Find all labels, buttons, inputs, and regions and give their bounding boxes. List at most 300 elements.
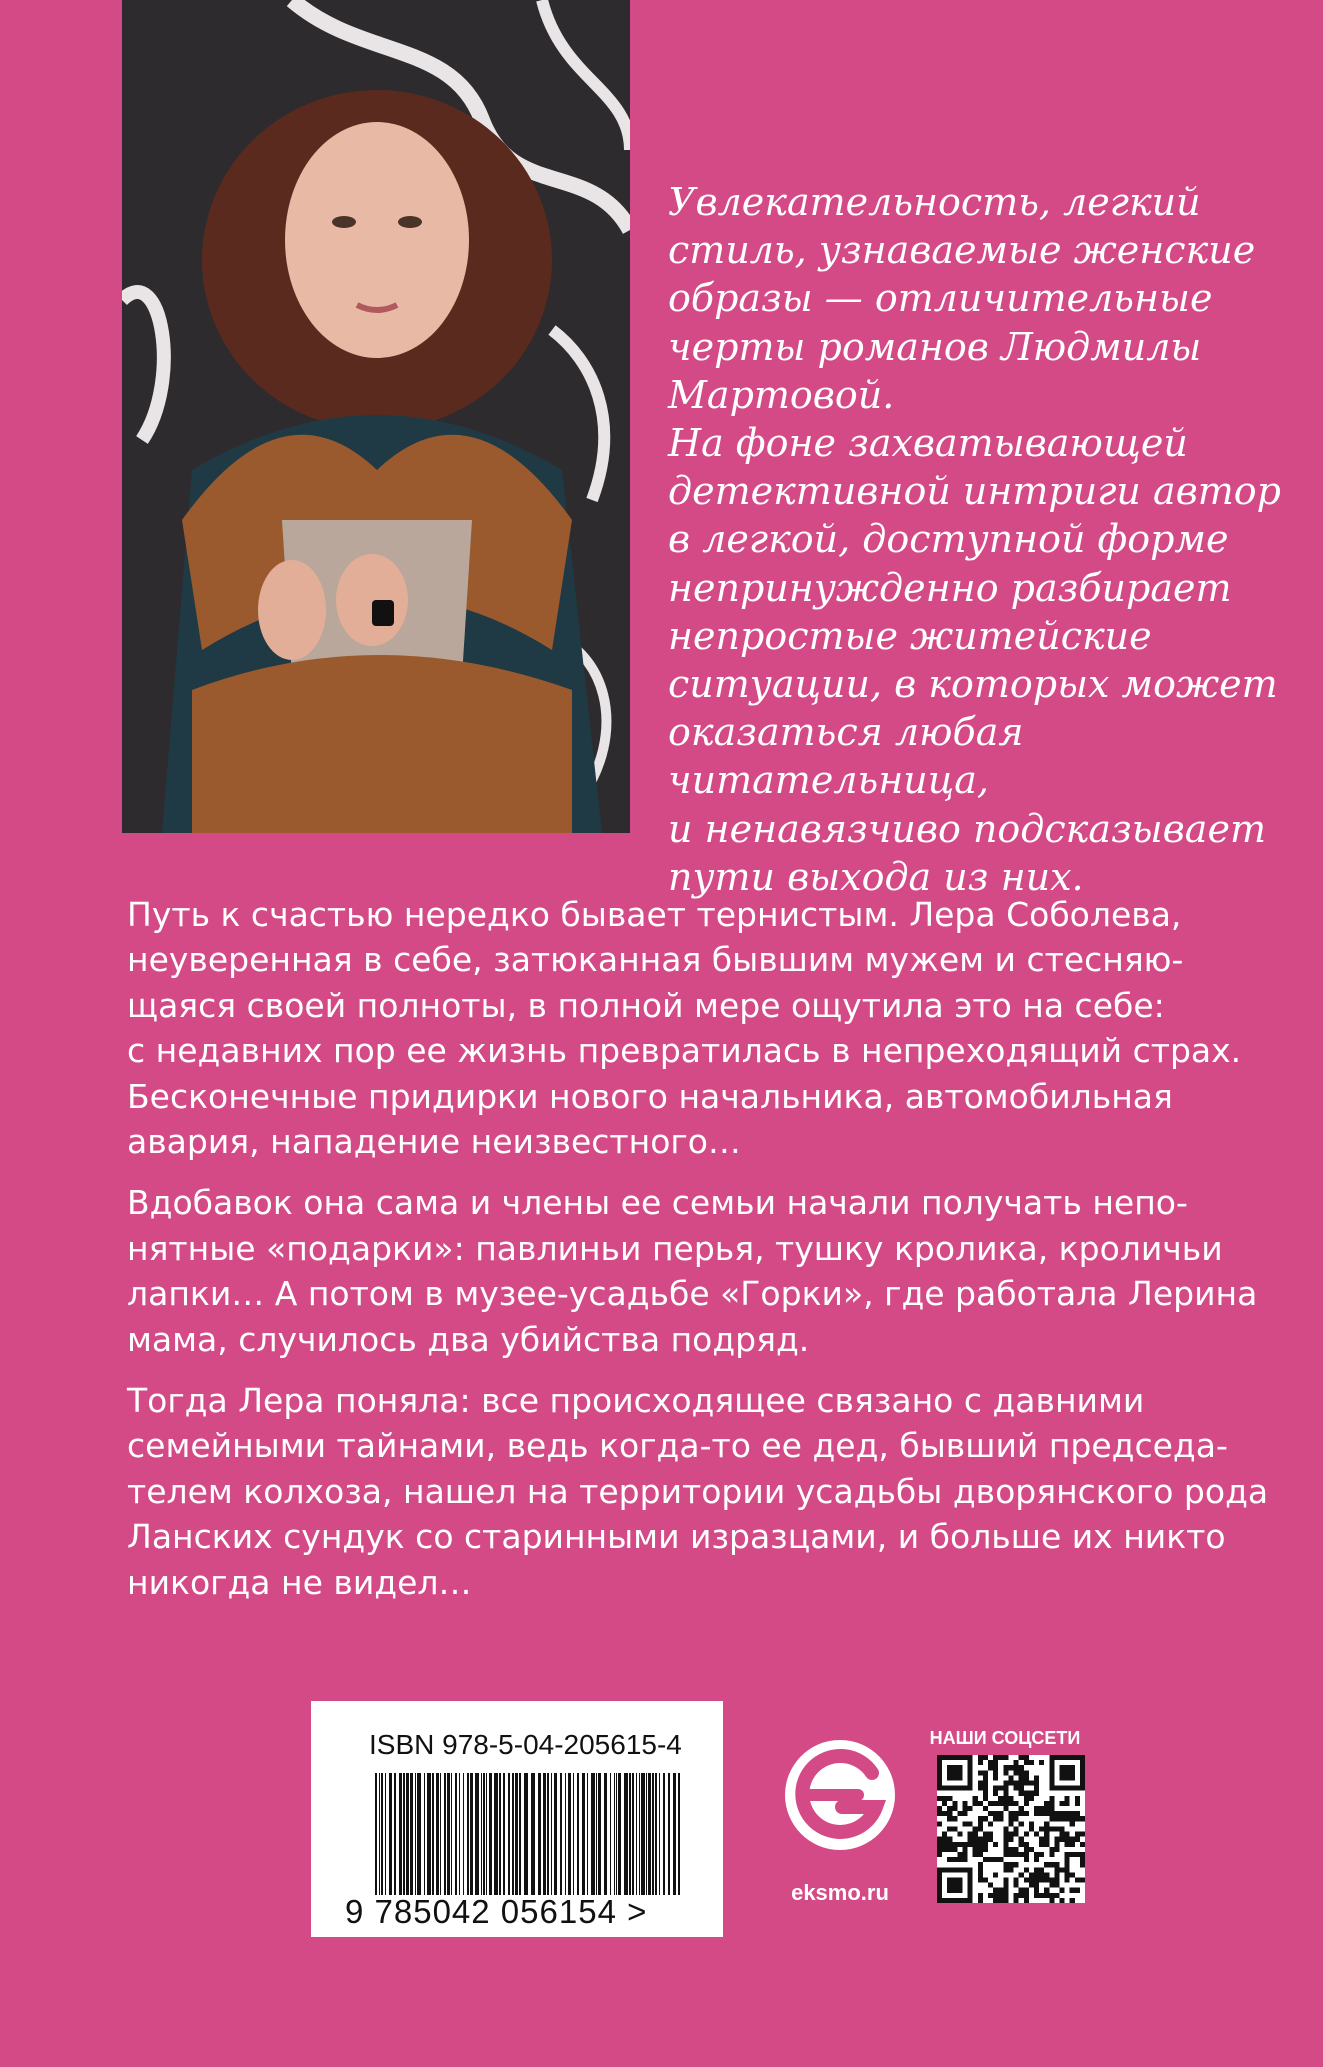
qr-module <box>1024 1781 1029 1786</box>
qr-module <box>1003 1877 1008 1882</box>
qr-module <box>1044 1888 1049 1893</box>
qr-module <box>1080 1852 1085 1857</box>
qr-module <box>1024 1760 1029 1765</box>
synopsis-line: семейными тайнами, ведь когда-то ее дед, бывший председа- <box>127 1426 1228 1466</box>
qr-module <box>978 1898 983 1903</box>
qr-module <box>1003 1770 1008 1775</box>
qr-module <box>993 1888 998 1893</box>
barcode-bar <box>481 1773 482 1895</box>
qr-module <box>1029 1826 1034 1831</box>
qr-module <box>998 1857 1003 1862</box>
qr-module <box>978 1786 983 1791</box>
qr-module <box>942 1847 947 1852</box>
qr-module <box>1008 1832 1013 1837</box>
qr-module <box>968 1806 973 1811</box>
qr-module <box>983 1816 988 1821</box>
synopsis-line: мама, случилось два убийства подряд. <box>127 1319 810 1359</box>
qr-module <box>1065 1842 1070 1847</box>
qr-module <box>978 1816 983 1821</box>
publisher-site[interactable]: eksmo.ru <box>791 1880 889 1905</box>
qr-module <box>968 1842 973 1847</box>
synopsis-line: никогда не видел… <box>127 1562 472 1602</box>
qr-module <box>1075 1801 1080 1806</box>
qr-module <box>957 1852 962 1857</box>
barcode-bar <box>663 1773 665 1895</box>
qr-module <box>1029 1791 1034 1796</box>
barcode-bar <box>399 1773 402 1895</box>
qr-module <box>983 1775 988 1780</box>
qr-module <box>1014 1847 1019 1852</box>
qr-module <box>937 1852 942 1857</box>
synopsis-line: с недавних пор ее жизнь превратилась в непреходящий страх. <box>127 1031 1242 1071</box>
barcode-bar <box>379 1773 380 1895</box>
qr-module <box>998 1796 1003 1801</box>
qr-module <box>1039 1893 1044 1898</box>
barcode-bar <box>655 1773 657 1895</box>
qr-module <box>1034 1883 1039 1888</box>
barcode-bar <box>440 1773 441 1895</box>
qr-module <box>1044 1893 1049 1898</box>
barcode-bar <box>652 1773 654 1895</box>
qr-module <box>1008 1765 1013 1770</box>
qr-module <box>957 1842 962 1847</box>
qr-module <box>1029 1872 1034 1877</box>
qr-module <box>983 1857 988 1862</box>
qr-module <box>978 1837 983 1842</box>
qr-finder <box>947 1765 962 1780</box>
qr-module <box>988 1832 993 1837</box>
qr-module <box>1024 1867 1029 1872</box>
qr-module <box>1070 1816 1075 1821</box>
qr-module <box>1039 1826 1044 1831</box>
qr-module <box>1024 1898 1029 1903</box>
quote-line: непростые житейские <box>668 613 1152 658</box>
barcode-bar <box>381 1773 383 1895</box>
barcode-bar <box>673 1773 676 1895</box>
qr-module <box>1059 1811 1064 1816</box>
qr-module <box>1029 1821 1034 1826</box>
quote-line: На фоне захватывающей <box>668 421 1188 466</box>
qr-module <box>942 1796 947 1801</box>
qr-module <box>1019 1775 1024 1780</box>
qr-module <box>988 1857 993 1862</box>
barcode-bar <box>610 1773 611 1895</box>
qr-module <box>942 1842 947 1847</box>
qr-module <box>1044 1821 1049 1826</box>
qr-module <box>988 1765 993 1770</box>
qr-module <box>1049 1847 1054 1852</box>
barcode-bar <box>568 1773 571 1895</box>
barcode-bar <box>629 1773 631 1895</box>
qr-module <box>1049 1877 1054 1882</box>
qr-module <box>1019 1791 1024 1796</box>
qr-module <box>1070 1842 1075 1847</box>
qr-module <box>983 1832 988 1837</box>
qr-module <box>1049 1862 1054 1867</box>
qr-module <box>1014 1832 1019 1837</box>
author-photo <box>122 0 630 833</box>
barcode-bar <box>489 1773 492 1895</box>
qr-module <box>1039 1852 1044 1857</box>
barcode-bar <box>587 1773 588 1895</box>
qr-module <box>1070 1898 1075 1903</box>
barcode-bar <box>475 1773 479 1895</box>
qr-module <box>978 1872 983 1877</box>
quote-line: непринужденно разбирает <box>668 565 1232 610</box>
qr-module <box>983 1781 988 1786</box>
qr-module <box>1014 1786 1019 1791</box>
qr-module <box>1008 1816 1013 1821</box>
qr-module <box>993 1898 998 1903</box>
quote-line: и ненавязчиво подсказывает <box>668 806 1266 851</box>
qr-module <box>1054 1837 1059 1842</box>
qr-module <box>952 1816 957 1821</box>
qr-module <box>1039 1806 1044 1811</box>
barcode-bar <box>582 1773 585 1895</box>
qr-module <box>1029 1781 1034 1786</box>
qr-module <box>942 1832 947 1837</box>
qr-module <box>1039 1811 1044 1816</box>
qr-module <box>1034 1786 1039 1791</box>
qr-finder <box>1059 1765 1074 1780</box>
isbn-label: ISBN 978-5-04-205615-4 <box>369 1729 682 1760</box>
qr-module <box>1039 1837 1044 1842</box>
barcode-bar <box>389 1773 392 1895</box>
qr-module <box>998 1755 1003 1760</box>
qr-module <box>1034 1852 1039 1857</box>
qr-module <box>957 1811 962 1816</box>
barcode-bar <box>547 1773 549 1895</box>
qr-module <box>1080 1857 1085 1862</box>
barcode-digits: 9 785042 056154 > <box>345 1893 648 1930</box>
qr-module <box>1059 1826 1064 1831</box>
qr-module <box>968 1837 973 1842</box>
qr-module <box>1019 1770 1024 1775</box>
barcode-bar <box>598 1773 601 1895</box>
synopsis-line: Тогда Лера поняла: все происходящее связано с давними <box>127 1381 1145 1421</box>
qr-module <box>978 1755 983 1760</box>
qr-module <box>1003 1852 1008 1857</box>
qr-module <box>952 1857 957 1862</box>
qr-module <box>998 1801 1003 1806</box>
barcode-bar <box>503 1773 505 1895</box>
barcode-bar <box>639 1773 640 1895</box>
qr-module <box>1054 1893 1059 1898</box>
qr-module <box>1059 1898 1064 1903</box>
qr-module <box>1065 1832 1070 1837</box>
social-caption: НАШИ СОЦСЕТИ <box>929 1728 1081 1748</box>
qr-module <box>1034 1832 1039 1837</box>
qr-module <box>988 1883 993 1888</box>
synopsis-line: Вдобавок она сама и члены ее семьи начали получать непо- <box>127 1183 1188 1223</box>
eksmo-logo-icon <box>780 1735 900 1855</box>
qr-module <box>1059 1837 1064 1842</box>
qr-module <box>1034 1867 1039 1872</box>
qr-module <box>1054 1826 1059 1831</box>
qr-module <box>1070 1888 1075 1893</box>
quote-line: ситуации, в которых может <box>668 662 1278 707</box>
barcode-bar <box>394 1773 396 1895</box>
qr-module <box>1065 1872 1070 1877</box>
qr-module <box>1014 1770 1019 1775</box>
quote-line: образы — отличительные <box>668 276 1213 321</box>
synopsis-paragraph <box>127 1180 1302 1362</box>
qr-module <box>1044 1842 1049 1847</box>
qr-module <box>993 1765 998 1770</box>
qr-module <box>1024 1796 1029 1801</box>
qr-module <box>1008 1801 1013 1806</box>
synopsis-line: Путь к счастью нередко бывает тернистым. Лера Соболева, <box>127 895 1182 934</box>
quote-line: Увлекательность, легкий <box>668 180 1201 224</box>
qr-module <box>1044 1837 1049 1842</box>
barcode-bar <box>459 1773 460 1895</box>
qr-code-icon[interactable] <box>937 1755 1085 1903</box>
barcode-bar <box>618 1773 621 1895</box>
qr-module <box>968 1821 973 1826</box>
qr-module <box>963 1806 968 1811</box>
barcode-bar <box>636 1773 637 1895</box>
qr-module <box>1014 1816 1019 1821</box>
qr-module <box>1065 1867 1070 1872</box>
qr-module <box>1034 1893 1039 1898</box>
qr-module <box>1044 1872 1049 1877</box>
qr-module <box>1044 1811 1049 1816</box>
qr-module <box>978 1826 983 1831</box>
synopsis-line: Ланских сундук со старинными изразцами, и больше их никто <box>127 1517 1226 1557</box>
qr-module <box>963 1811 968 1816</box>
qr-module <box>1044 1826 1049 1831</box>
qr-module <box>993 1786 998 1791</box>
qr-module <box>1049 1806 1054 1811</box>
qr-module <box>1049 1898 1054 1903</box>
qr-module <box>1049 1801 1054 1806</box>
qr-module <box>1019 1811 1024 1816</box>
qr-module <box>1019 1806 1024 1811</box>
qr-module <box>1054 1862 1059 1867</box>
qr-module <box>1003 1867 1008 1872</box>
qr-module <box>1029 1796 1034 1801</box>
quote-line: оказаться любая читательница, <box>668 710 1024 803</box>
qr-module <box>1054 1877 1059 1882</box>
qr-module <box>1065 1801 1070 1806</box>
qr-module <box>1049 1811 1054 1816</box>
qr-module <box>1080 1862 1085 1867</box>
qr-module <box>1024 1888 1029 1893</box>
qr-module <box>1019 1837 1024 1842</box>
qr-module <box>1034 1791 1039 1796</box>
qr-module <box>1014 1826 1019 1831</box>
qr-module <box>1054 1883 1059 1888</box>
qr-module <box>993 1755 998 1760</box>
qr-module <box>1080 1832 1085 1837</box>
qr-module <box>1008 1796 1013 1801</box>
barcode-bar <box>467 1773 469 1895</box>
qr-module <box>1003 1847 1008 1852</box>
qr-module <box>1024 1770 1029 1775</box>
barcode-bar <box>614 1773 615 1895</box>
qr-module <box>1024 1791 1029 1796</box>
qr-module <box>993 1760 998 1765</box>
qr-module <box>1054 1816 1059 1821</box>
qr-module <box>937 1796 942 1801</box>
qr-module <box>1008 1781 1013 1786</box>
qr-module <box>1065 1816 1070 1821</box>
qr-module <box>978 1821 983 1826</box>
qr-module <box>1008 1811 1013 1816</box>
qr-module <box>978 1893 983 1898</box>
barcode-bar <box>406 1773 409 1895</box>
qr-module <box>1014 1862 1019 1867</box>
qr-module <box>947 1806 952 1811</box>
qr-module <box>947 1847 952 1852</box>
qr-module <box>1003 1765 1008 1770</box>
barcode-bar <box>432 1773 434 1895</box>
qr-module <box>1065 1857 1070 1862</box>
barcode-bar <box>486 1773 487 1895</box>
qr-module <box>993 1775 998 1780</box>
qr-module <box>1003 1781 1008 1786</box>
qr-module <box>993 1893 998 1898</box>
qr-module <box>973 1847 978 1852</box>
qr-module <box>963 1821 968 1826</box>
qr-module <box>1059 1867 1064 1872</box>
qr-module <box>1059 1832 1064 1837</box>
quote-line: стиль, узнаваемые женские <box>668 228 1256 273</box>
qr-module <box>1024 1801 1029 1806</box>
quote-line: детективной интриги автор <box>668 469 1281 514</box>
qr-module <box>937 1811 942 1816</box>
qr-module <box>998 1816 1003 1821</box>
qr-module <box>1003 1842 1008 1847</box>
qr-module <box>1024 1857 1029 1862</box>
qr-module <box>1008 1821 1013 1826</box>
qr-module <box>952 1806 957 1811</box>
barcode-bar <box>646 1773 647 1895</box>
qr-module <box>1044 1862 1049 1867</box>
quote-line: пути выхода из них. <box>668 854 1084 899</box>
barcode-bar <box>577 1773 579 1895</box>
synopsis-line: Бесконечные придирки нового начальника, автомобильная <box>127 1076 1173 1116</box>
qr-module <box>1003 1791 1008 1796</box>
qr-module <box>1008 1867 1013 1872</box>
qr-module <box>1070 1837 1075 1842</box>
barcode-bar <box>678 1773 680 1895</box>
barcode-bar <box>494 1773 498 1895</box>
qr-module <box>1024 1852 1029 1857</box>
qr-module <box>1014 1781 1019 1786</box>
qr-module <box>993 1770 998 1775</box>
barcode-bar <box>659 1773 660 1895</box>
isbn-barcode-box <box>311 1701 723 1937</box>
barcode-bar <box>524 1773 528 1895</box>
barcode-bar <box>444 1773 446 1895</box>
qr-module <box>1008 1852 1013 1857</box>
qr-module <box>1003 1832 1008 1837</box>
qr-module <box>1024 1775 1029 1780</box>
qr-module <box>1049 1826 1054 1831</box>
qr-module <box>983 1791 988 1796</box>
barcode-bar <box>604 1773 607 1895</box>
qr-module <box>978 1842 983 1847</box>
barcode-bar <box>447 1773 450 1895</box>
barcode-bar <box>427 1773 431 1895</box>
qr-module <box>942 1811 947 1816</box>
qr-module <box>1019 1852 1024 1857</box>
qr-module <box>1034 1877 1039 1882</box>
qr-module <box>983 1847 988 1852</box>
qr-module <box>1019 1821 1024 1826</box>
qr-module <box>1054 1847 1059 1852</box>
qr-module <box>1003 1786 1008 1791</box>
qr-module <box>947 1816 952 1821</box>
barcode-bar <box>573 1773 574 1895</box>
qr-module <box>1049 1796 1054 1801</box>
qr-module <box>1080 1877 1085 1882</box>
qr-module <box>1080 1816 1085 1821</box>
qr-module <box>1024 1842 1029 1847</box>
qr-module <box>1080 1842 1085 1847</box>
qr-module <box>983 1770 988 1775</box>
qr-module <box>963 1847 968 1852</box>
qr-module <box>1075 1796 1080 1801</box>
qr-module <box>988 1811 993 1816</box>
barcode-bar <box>451 1773 452 1895</box>
qr-module <box>957 1832 962 1837</box>
qr-module <box>947 1837 952 1842</box>
barcode-bar <box>499 1773 501 1895</box>
qr-module <box>952 1842 957 1847</box>
qr-module <box>1003 1796 1008 1801</box>
barcode-icon <box>375 1773 685 1895</box>
qr-module <box>1014 1893 1019 1898</box>
qr-module <box>1014 1898 1019 1903</box>
barcode-bar <box>668 1773 670 1895</box>
qr-module <box>1019 1888 1024 1893</box>
synopsis-line: неуверенная в себе, затюканная бывшим мужем и стесняю- <box>127 940 1184 980</box>
barcode-bar <box>641 1773 645 1895</box>
qr-module <box>1003 1837 1008 1842</box>
qr-module <box>983 1796 988 1801</box>
qr-module <box>1024 1893 1029 1898</box>
qr-module <box>1044 1877 1049 1882</box>
qr-module <box>1019 1786 1024 1791</box>
qr-module <box>1003 1898 1008 1903</box>
qr-module <box>1054 1842 1059 1847</box>
barcode-bar <box>519 1773 521 1895</box>
qr-module <box>1049 1893 1054 1898</box>
qr-module <box>1039 1842 1044 1847</box>
qr-module <box>1054 1872 1059 1877</box>
book-synopsis <box>127 892 1302 1621</box>
barcode-bar <box>560 1773 562 1895</box>
qr-module <box>988 1801 993 1806</box>
qr-module <box>973 1826 978 1831</box>
barcode-bar <box>424 1773 425 1895</box>
qr-module <box>937 1837 942 1842</box>
barcode-bar <box>455 1773 457 1895</box>
qr-module <box>1065 1811 1070 1816</box>
qr-module <box>1070 1811 1075 1816</box>
qr-module <box>968 1832 973 1837</box>
qr-module <box>947 1826 952 1831</box>
barcode-bar <box>375 1773 377 1895</box>
qr-module <box>1003 1888 1008 1893</box>
qr-module <box>973 1796 978 1801</box>
qr-module <box>1014 1811 1019 1816</box>
qr-module <box>978 1847 983 1852</box>
qr-module <box>1059 1801 1064 1806</box>
barcode-bar <box>591 1773 595 1895</box>
